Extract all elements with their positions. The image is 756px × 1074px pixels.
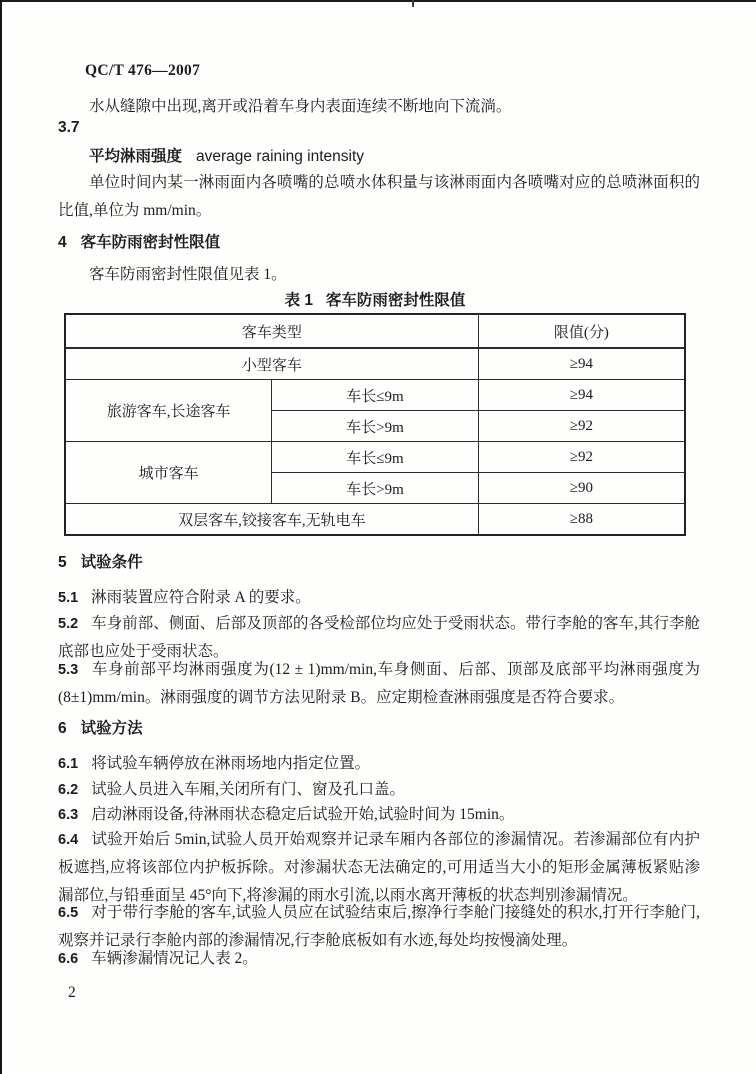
clause-5-2: 5.2 车身前部、侧面、后部及顶部的各受检部位均应处于受雨状态。带行李舱的客车,其行李舱底部也应处于受雨状态。	[58, 615, 700, 660]
clause-5-1: 5.1 淋雨装置应符合附录 A 的要求。	[58, 589, 311, 606]
term-english: average raining intensity	[196, 148, 365, 165]
clause-6-1: 6.1 将试验车辆停放在淋雨场地内指定位置。	[58, 755, 371, 772]
paragraph-water-flow: 水从缝隙中出现,离开或沿着车身内表面连续不断地向下流淌。	[89, 98, 512, 115]
clause-6-4: 6.4 试验开始后 5min,试验人员开始观察并记录车厢内各部位的渗漏情况。若渗漏部位有内护板遮挡,应将该部位内护板拆除。对渗漏状态无法确定的,可用适当大小的矩形金属薄板紧贴渗漏部位,与铅垂面呈 45°向下,将渗漏的雨水引流,以雨水离开薄板的状态判别渗漏情况。	[58, 831, 700, 904]
term-chinese: 平均淋雨强度	[89, 148, 183, 165]
cell-double-deck: 双层客车,铰接客车,无轨电车	[65, 504, 478, 536]
section-6-title: 试验方法	[80, 720, 143, 737]
cell-double-deck-value: ≥88	[478, 504, 685, 536]
col-header-bus-type: 客车类型	[65, 314, 478, 348]
clause-5-3: 5.3 车身前部平均淋雨强度为(12 ± 1)mm/min,车身侧面、后部、顶部及底部平均淋雨强度为(8±1)mm/min。淋雨强度的调节方法见附录 B。应定期检查淋雨强度是否符合要求。	[58, 661, 700, 706]
clause-6-6: 6.6 车辆渗漏情况记人表 2。	[58, 950, 258, 967]
page-header: QC/T 476—2007	[85, 62, 201, 79]
table-row	[65, 504, 685, 536]
section-5-title: 试验条件	[80, 554, 143, 571]
scan-edge-left	[0, 0, 2, 1074]
cell-tour-sub1: 车长≤9m	[272, 380, 479, 411]
cell-small-bus-value: ≥94	[478, 348, 685, 380]
section-6-number: 6	[58, 720, 67, 737]
clause-6-5: 6.5 对于带行李舱的客车,试验人员应在试验结束后,擦净行李舱门接缝处的积水,打开行李舱门,观察并记录行李舱内部的渗漏情况,行李舱底板如有水迹,每处均按慢滴处理。	[58, 904, 700, 949]
table-1	[64, 313, 686, 536]
section-4-number: 4	[58, 234, 67, 251]
scan-edge-top	[0, 0, 756, 2]
section-4-heading	[58, 230, 700, 252]
table-1-caption: 表 1 客车防雨密封性限值	[284, 292, 466, 309]
clause-6-3: 6.3 启动淋雨设备,待淋雨状态稳定后试验开始,试验时间为 15min。	[58, 806, 515, 823]
cell-city-sub2: 车长>9m	[272, 473, 479, 504]
cell-tour-val2: ≥92	[478, 411, 685, 442]
table-row	[65, 380, 685, 411]
table-row	[65, 442, 685, 473]
table-header-row	[65, 314, 685, 348]
section-5-number: 5	[58, 554, 67, 571]
cell-city-val1: ≥92	[478, 442, 685, 473]
section-4-intro: 客车防雨密封性限值见表 1。	[89, 266, 287, 283]
cell-city-bus: 城市客车	[65, 442, 272, 504]
table-row	[65, 348, 685, 380]
clause-6-2: 6.2 试验人员进入车厢,关闭所有门、窗及孔口盖。	[58, 781, 406, 798]
cell-small-bus: 小型客车	[65, 348, 478, 380]
cell-tour-sub2: 车长>9m	[272, 411, 479, 442]
cell-city-val2: ≥90	[478, 473, 685, 504]
term-line	[58, 144, 700, 166]
cell-city-sub1: 车长≤9m	[272, 442, 479, 473]
section-5-heading	[58, 550, 700, 572]
scan-artifact	[412, 0, 414, 7]
page-number: 2	[68, 984, 76, 1001]
col-header-limit: 限值(分)	[478, 314, 685, 348]
cell-tour-bus: 旅游客车,长途客车	[65, 380, 272, 442]
definition-paragraph: 单位时间内某一淋雨面内各喷嘴的总喷水体积量与该淋雨面内各喷嘴对应的总喷淋面积的比值,单位为 mm/min。	[58, 174, 700, 219]
cell-tour-val1: ≥94	[478, 380, 685, 411]
clause-3-7-number: 3.7	[58, 119, 80, 136]
section-4-title: 客车防雨密封性限值	[80, 234, 221, 251]
section-6-heading	[58, 716, 700, 738]
